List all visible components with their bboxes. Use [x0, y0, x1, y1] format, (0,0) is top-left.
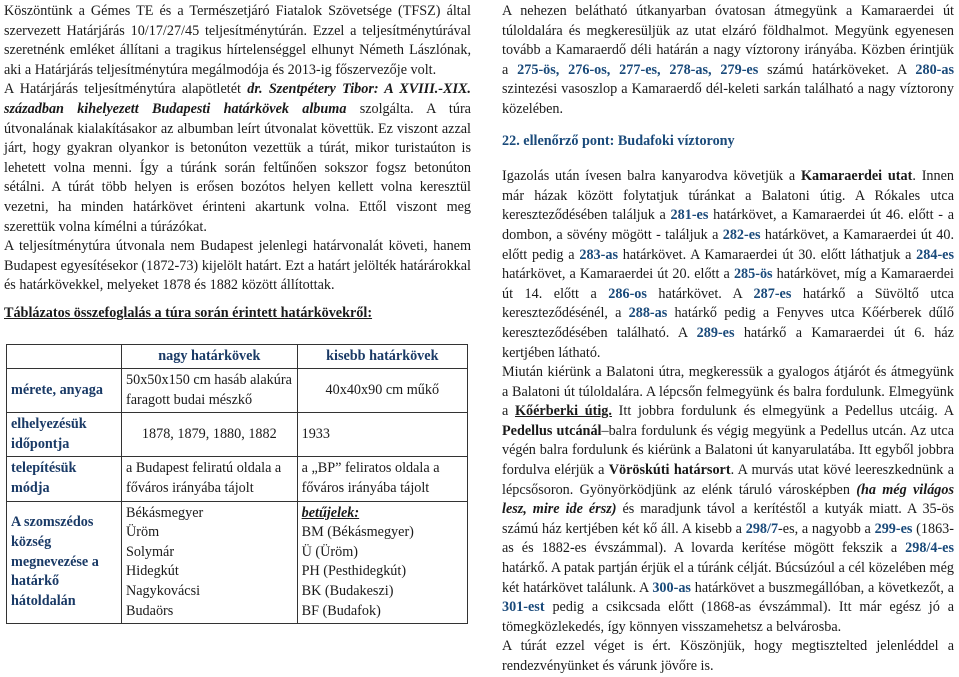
table-row: [7, 457, 468, 501]
approach-text-a: A nehezen belátható útkanyarban óvatosan átmegyünk a Kamaraerdei út túloldalára és megkeresüljük az utat elzáró földhalmot. Megyünk egyenesen tovább a Kamaraerdő déli határán a nagy víztorony irányába. Közben érintjük a: [502, 3, 954, 78]
cell-large-method: a Budapest feliratú oldala a főváros irányába tájolt: [122, 457, 298, 501]
paragraph-run: határkövet. A Kamaraerdei út 30. előtt láthatjuk a: [617, 246, 917, 263]
paragraph-run: . Innen már házak között folytatjuk túránkat a Balatoni útig. A Rókales utca kereszteződésében találjuk a: [502, 168, 955, 224]
table-header-row: [7, 344, 468, 369]
stone-number: 286-os: [608, 285, 647, 302]
neighbour-name: Budaörs: [126, 602, 174, 619]
paragraph-run: (1863-as és 1882-es évszámmal). A lovarda kerítése mögött fekszik a: [502, 520, 954, 557]
paragraph-run: határkő a Kamaraerdei út 6. ház kertjében látható.: [502, 324, 954, 361]
paragraph-run: határkő. A patak partján érjük el a túránk célját. Búcsúzóul a cél közelében még két határkövet találunk. A: [502, 560, 954, 596]
neighbour-name: Üröm: [126, 524, 160, 541]
row-head-date: elhelyezésük időpontja: [7, 413, 122, 457]
approach-paragraph: [502, 2, 954, 120]
paragraph-run: határkövet, a Kamaraerdei út 20. előtt a: [502, 266, 734, 283]
table-corner-cell: [7, 344, 122, 369]
right-column: [502, 2, 954, 677]
cell-small-method: a „BP” feliratos oldala a főváros irányába tájolt: [297, 457, 467, 501]
album-text-a: A Határjárás teljesítménytúra alapötletét: [4, 81, 248, 98]
paragraph-run: Miután kiérünk a Balatoni útra, megkeressük a gyalogos átjárót és átmegyünk a Balatoni út túloldalára. A lépcsőn felmegyünk és balra fordulunk. Elmegyünk a: [502, 364, 954, 420]
stone-number: 298/7: [745, 520, 779, 537]
letter-code: Ü (Üröm): [301, 543, 358, 560]
album-title: dr. Szentpétery Tibor: A XVIII.-XIX. században kihelyezett Budapesti határkövek albuma: [4, 81, 471, 117]
letter-code: BM (Békásmegyer): [301, 524, 414, 541]
checkpoint-title: 22. ellenőrző pont: Budafoki víztorony: [502, 132, 735, 149]
table-row: [7, 369, 468, 413]
stone-number: 281-es: [670, 207, 709, 224]
paragraph-run: Kőérberki útig.: [515, 403, 612, 420]
paragraph-run: -es, a nagyobb a: [778, 520, 875, 537]
stone-number: 280-as: [915, 61, 954, 78]
stone-number: 284-es: [916, 246, 954, 263]
table-row: [7, 413, 468, 457]
col-large-stones: nagy határkövek: [122, 344, 298, 369]
row-head-method: telepítésük módja: [7, 457, 122, 501]
stone-number: 287-es: [753, 285, 792, 302]
cell-small-size: 40x40x90 cm műkő: [297, 369, 467, 413]
cell-large-date: 1878, 1879, 1880, 1882: [122, 413, 298, 457]
paragraph-run: –balra fordulunk és végig megyünk a Pedellus utcán. Az utca végén balra fordulunk és kiérünk a Balatoni út kanyarulatába. Itt egyből jobbra fordulva elérjük a: [502, 422, 954, 479]
stone-number: 282-es: [722, 226, 761, 243]
stone-number: 300-as: [652, 579, 691, 596]
album-text-c: szolgálta. A túra útvonalának kialakításakor az albumban leírt útvonalat követtük. Ez viszont azzal járt, hogy gyakran olyankor is betonúton vezettük a túrát, mikor turistaúton is lehetett volna menni. Így a túránk során feltűnően sokszor fogsz betonúton sétálni. A túrát több helyen is erősen bozótos helyen kellett volna keresztül vezetni, ha minden határkövet érinteni akartunk volna. Ettől viszont meg szerettük volna kímélni a túrázókat.: [4, 100, 471, 235]
paragraph-run: határkő a Süvöltő utca kereszteződésénél, a: [502, 285, 954, 322]
closing-paragraph: A túrát ezzel véget is ért. Köszönjük, hogy megtisztelted jelenléddel a rendezvényünket és várunk jövőre is.: [502, 638, 954, 674]
finish-paragraph: [502, 363, 954, 637]
stone-number: 285-ös: [733, 266, 773, 283]
stone-number: 301-est: [502, 599, 545, 616]
stone-numbers: 275-ös, 276-os, 277-es, 278-as, 279-es: [517, 61, 759, 78]
paragraph-run: határkövet, a Kamaraerdei út 40. előtt pedig a: [502, 226, 954, 263]
cell-small-date: 1933: [297, 413, 467, 457]
route-paragraph: A teljesítménytúra útvonala nem Budapest jelenlegi határvonalát követi, hanem Budapest egyesítésekor (1872-73) kijelölt határt. Ezt a határt jelölték határárokkal és határkövekkel, melyeket 1878 és 1882 között állítottak.: [4, 238, 471, 294]
stone-number: 289-es: [696, 324, 735, 341]
paragraph-run: . A murvás utat kövé leereszkednünk a lépcsősoron. Gyönyörködjünk az elénk táruló városképben: [502, 462, 954, 498]
letter-code: BF (Budafok): [301, 602, 381, 619]
paragraph-run: határkövet, míg a Kamaraerdei út 14. előtt a: [502, 266, 954, 302]
neighbour-name: Békásmegyer: [126, 504, 204, 521]
col-small-stones: kisebb határkövek: [297, 344, 467, 369]
stone-number: 283-as: [579, 246, 618, 263]
paragraph-run: Igazolás után ívesen balra kanyarodva követjük a: [502, 168, 801, 185]
neighbour-name: Solymár: [126, 543, 175, 560]
letter-code: PH (Pesthidegkút): [301, 563, 407, 580]
checkpoint-paragraph: [502, 167, 954, 363]
table-row: [7, 501, 468, 624]
paragraph-run: Pedellus utcánál: [502, 422, 602, 439]
neighbour-name: Hidegkút: [126, 563, 179, 580]
paragraph-run: (ha még világos lesz, mire ide érsz): [502, 481, 954, 518]
cell-small-neighbours: [297, 501, 467, 624]
paragraph-run: Vöröskúti határsort: [608, 462, 731, 479]
cell-large-size: 50x50x150 cm hasáb alakúra faragott budai mészkő: [122, 369, 298, 413]
paragraph-run: Itt jobbra fordulunk és elmegyünk a Pedellus utcáig. A: [611, 403, 954, 420]
paragraph-run: pedig a csikcsada előtt (1868-as évszámmal). Itt már egész jó a tömegközlekedés, így könnyen visszamehetsz a belvárosba.: [502, 599, 954, 635]
paragraph-run: határkövet. A: [646, 285, 754, 302]
stone-number: 288-as: [628, 305, 668, 322]
letter-code: BK (Budakeszi): [301, 583, 394, 600]
stone-number: 298/4-es: [905, 540, 954, 557]
paragraph-run: és maradjunk távol a kerítéstől a kutyák miatt. A 35-ös számú ház kertjében két kő áll. A kisebb a: [502, 501, 954, 537]
paragraph-run: Kamaraerdei utat: [800, 168, 913, 185]
album-paragraph: [4, 80, 471, 237]
row-head-size: mérete, anyaga: [7, 369, 122, 413]
paragraph-run: határkő pedig a Fenyves utca Kőérberek dűlő kereszteződésében található. A: [502, 305, 954, 341]
stone-number: 299-es: [874, 520, 913, 537]
intro-paragraph: Köszöntünk a Gémes TE és a Természetjáró Fiatalok Szövetsége (TFSZ) által szervezett Határjárás 10/17/27/45 teljesítménytúrán. Ezzel a teljesítménytúrával szeretnénk emléket állítani a tragikus hírtelenséggel elhunyt Németh Lászlónak, aki a Határjárás teljesítménytúra megálmodója és 2013-ig főszervezője volt.: [4, 3, 471, 78]
approach-text-e: szintezési vasoszlop a Kamaraerdő dél-keleti sarkán található a nagy víztorony közelében.: [502, 81, 954, 117]
left-column: [4, 2, 471, 624]
row-head-neighbours: A szomszédos község megnevezése a határkő hátoldalán: [7, 501, 122, 624]
approach-text-c: számú határköveket. A: [758, 61, 916, 78]
letter-codes-title: betűjelek:: [301, 504, 360, 521]
boundary-stones-table: [6, 344, 468, 625]
cell-large-neighbours: [122, 501, 298, 624]
neighbour-name: Nagykovácsi: [126, 583, 201, 600]
paragraph-run: határkövet a buszmegállóban, a következőt, a: [690, 579, 954, 596]
table-heading: Táblázatos összefoglalás a túra során érintett határkövekről:: [4, 304, 373, 321]
paragraph-run: határkövet, a Kamaraerdei út 46. előtt - a dombon, a sövény mögött - találjuk a: [502, 207, 954, 243]
